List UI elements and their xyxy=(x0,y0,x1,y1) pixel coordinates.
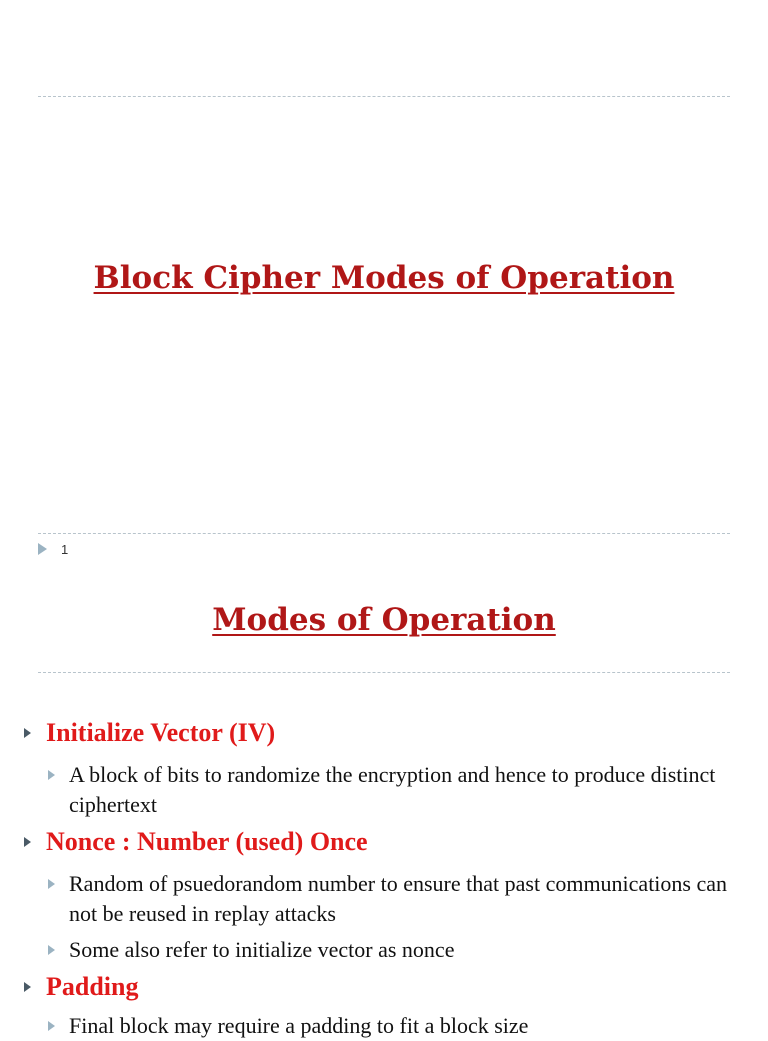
bullet-sub-text: Random of psuedorandom number to ensure that past communications can not be reused in replay attacks xyxy=(69,871,728,926)
bullet-sub-text: A block of bits to randomize the encryption and hence to produce distinct ciphertext xyxy=(69,762,716,817)
slide1-top-rule xyxy=(38,96,730,97)
slide-number xyxy=(38,540,68,558)
bullet-triangle-icon xyxy=(24,982,31,992)
bullet-sub-text: Final block may require a padding to fit a block size xyxy=(69,1013,529,1038)
bullet-sub-item xyxy=(48,1011,745,1041)
slide-number-text: 1 xyxy=(61,541,69,557)
bullet-heading-text: Padding xyxy=(46,972,139,1001)
bullet-sub-text: Some also refer to initialize vector as nonce xyxy=(69,937,455,962)
bullet-triangle-icon xyxy=(24,837,31,847)
slide-number-triangle-icon xyxy=(38,543,47,555)
bullet-heading-text: Initialize Vector (IV) xyxy=(46,718,276,747)
bullet-sub-item xyxy=(48,869,745,929)
sub-bullet-triangle-icon xyxy=(48,879,55,889)
bullet-heading xyxy=(24,827,368,857)
bullet-sub-item xyxy=(48,935,745,965)
slide1-bottom-rule xyxy=(38,533,730,534)
sub-bullet-triangle-icon xyxy=(48,945,55,955)
bullet-heading-text: Nonce : Number (used) Once xyxy=(46,827,368,856)
bullet-heading xyxy=(24,718,275,748)
sub-bullet-triangle-icon xyxy=(48,770,55,780)
bullet-sub-item xyxy=(48,760,745,820)
sub-bullet-triangle-icon xyxy=(48,1021,55,1031)
slide2-title: Modes of Operation xyxy=(212,602,556,638)
bullet-triangle-icon xyxy=(24,728,31,738)
slide1-title: Block Cipher Modes of Operation xyxy=(93,260,675,296)
slide2-top-rule xyxy=(38,672,730,673)
bullet-heading xyxy=(24,972,139,1002)
